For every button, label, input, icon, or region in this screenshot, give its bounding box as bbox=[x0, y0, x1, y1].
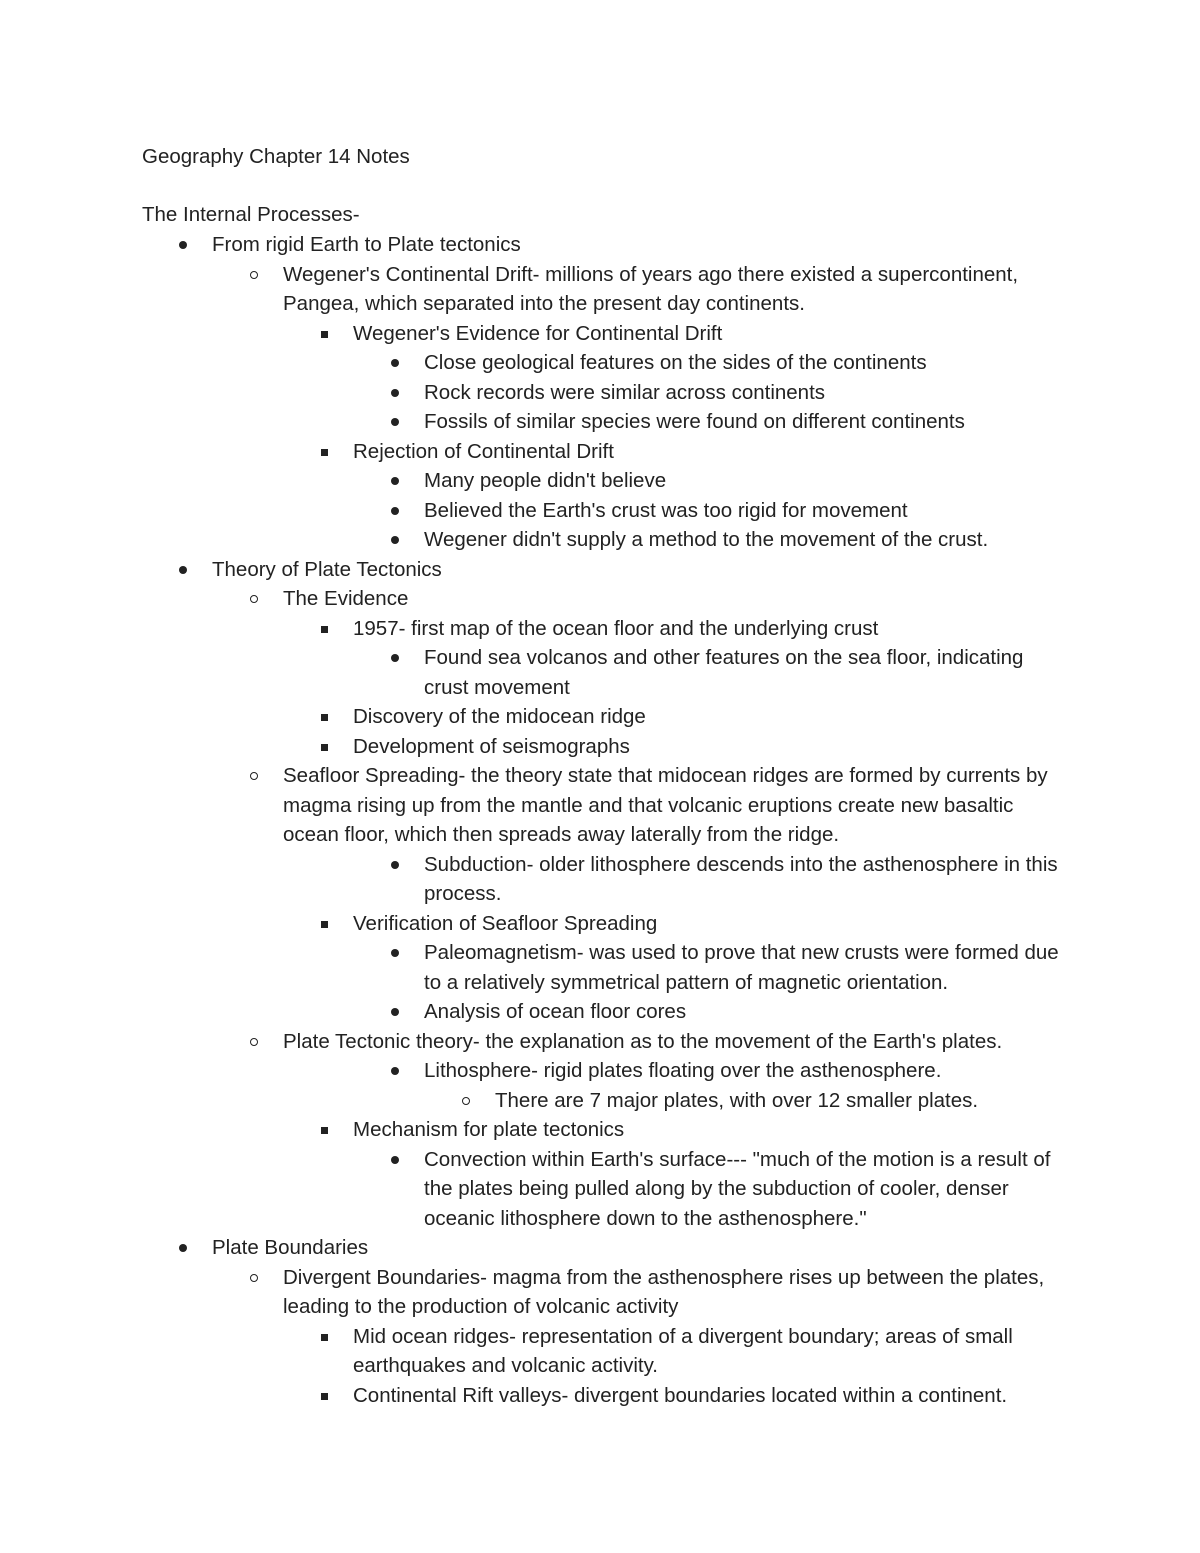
list-item bbox=[0, 1322, 1068, 1381]
list-item bbox=[0, 1145, 1069, 1234]
list-item bbox=[0, 437, 1068, 467]
list-item bbox=[0, 496, 1069, 526]
list-item bbox=[0, 850, 1069, 909]
disc-bullet-icon bbox=[389, 407, 403, 437]
list-item-text: Wegener didn't supply a method to the movement of the crust. bbox=[424, 528, 989, 551]
list-item-text: Mechanism for plate tectonics bbox=[353, 1118, 625, 1141]
list-item bbox=[0, 525, 1069, 555]
section-heading: The Internal Processes- bbox=[142, 203, 360, 226]
list-item bbox=[0, 348, 1069, 378]
list-item-text: Plate Tectonic theory- the explanation as to the movement of the Earth's plates. bbox=[283, 1029, 1003, 1053]
circle-bullet-icon bbox=[248, 260, 262, 290]
list-item-text: Rock records were similar across continents bbox=[424, 380, 826, 404]
list-item bbox=[0, 319, 1068, 349]
list-item-text: Development of seismographs bbox=[353, 734, 630, 758]
list-item bbox=[0, 614, 1068, 644]
list-item bbox=[0, 938, 1069, 997]
list-item-text: Seafloor Spreading- the theory state that midocean ridges are formed by currents by magma rising up from the mantle and that volcanic eruptions create new basaltic ocean floor, which then spreads away laterally from the ridge. bbox=[283, 764, 1048, 846]
list-item bbox=[0, 407, 1069, 437]
square-bullet-icon bbox=[318, 1381, 332, 1411]
list-item bbox=[0, 1027, 1068, 1057]
list-item bbox=[0, 466, 1069, 496]
list-item-text: Many people didn't believe bbox=[424, 469, 667, 492]
list-item-text: Wegener's Evidence for Continental Drift bbox=[353, 321, 723, 345]
list-item bbox=[0, 1233, 1072, 1263]
disc-bullet-icon bbox=[389, 378, 403, 408]
disc-bullet-icon bbox=[389, 525, 403, 555]
square-bullet-icon bbox=[318, 732, 332, 762]
disc-bullet-icon bbox=[389, 466, 403, 496]
list-item bbox=[0, 1056, 1069, 1086]
list-item bbox=[0, 1263, 1068, 1322]
disc-bullet-icon bbox=[389, 1145, 403, 1175]
list-item-text: Analysis of ocean floor cores bbox=[424, 1000, 687, 1023]
square-bullet-icon bbox=[318, 319, 332, 349]
disc-bullet-icon bbox=[177, 230, 191, 260]
list-item-text: Fossils of similar species were found on different continents bbox=[424, 410, 965, 433]
list-item bbox=[0, 909, 1068, 939]
list-item bbox=[0, 643, 1069, 702]
notes-outline bbox=[0, 230, 1200, 1410]
square-bullet-icon bbox=[318, 702, 332, 732]
list-item-text: Discovery of the midocean ridge bbox=[353, 705, 646, 728]
disc-bullet-icon bbox=[389, 496, 403, 526]
list-item-text: Mid ocean ridges- representation of a divergent boundary; areas of small earthquakes and volcanic activity. bbox=[353, 1324, 1013, 1377]
disc-bullet-icon bbox=[389, 643, 403, 673]
disc-bullet-icon bbox=[177, 555, 191, 585]
disc-bullet-icon bbox=[389, 850, 403, 880]
list-item-text: 1957- first map of the ocean floor and the underlying crust bbox=[353, 616, 879, 640]
list-item-text: Verification of Seafloor Spreading bbox=[353, 911, 658, 935]
list-item bbox=[0, 555, 1072, 585]
list-item bbox=[0, 997, 1069, 1027]
circle-bullet-icon bbox=[248, 1027, 262, 1057]
list-item bbox=[0, 702, 1068, 732]
list-item bbox=[0, 1115, 1068, 1145]
disc-bullet-icon bbox=[389, 348, 403, 378]
list-item-text: Believed the Earth's crust was too rigid for movement bbox=[424, 498, 908, 522]
list-item-text: Close geological features on the sides of the continents bbox=[424, 351, 927, 374]
list-item bbox=[0, 761, 1068, 850]
list-item-text: Found sea volcanos and other features on the sea floor, indicating crust movement bbox=[424, 646, 1024, 699]
square-bullet-icon bbox=[318, 614, 332, 644]
square-bullet-icon bbox=[318, 437, 332, 467]
list-item bbox=[0, 732, 1068, 762]
list-item-text: Paleomagnetism- was used to prove that new crusts were formed due to a relatively symmetrical pattern of magnetic orientation. bbox=[424, 941, 1059, 994]
circle-bullet-icon bbox=[248, 1263, 262, 1293]
circle-bullet-icon bbox=[460, 1086, 474, 1116]
list-item-text: Continental Rift valleys- divergent boundaries located within a continent. bbox=[353, 1383, 1008, 1407]
disc-bullet-icon bbox=[177, 1233, 191, 1263]
list-item-text: Divergent Boundaries- magma from the asthenosphere rises up between the plates, leading to the production of volcanic activity bbox=[283, 1265, 1045, 1318]
list-item bbox=[0, 1086, 1070, 1116]
square-bullet-icon bbox=[318, 909, 332, 939]
list-item-text: There are 7 major plates, with over 12 smaller plates. bbox=[495, 1088, 979, 1112]
circle-bullet-icon bbox=[248, 761, 262, 791]
list-item-text: Wegener's Continental Drift- millions of years ago there existed a supercontinent, Pangea, which separated into the present day continents. bbox=[283, 262, 1019, 315]
list-item-text: Theory of Plate Tectonics bbox=[212, 557, 442, 581]
square-bullet-icon bbox=[318, 1322, 332, 1352]
disc-bullet-icon bbox=[389, 997, 403, 1027]
circle-bullet-icon bbox=[248, 584, 262, 614]
list-item-text: Lithosphere- rigid plates floating over the asthenosphere. bbox=[424, 1059, 942, 1082]
disc-bullet-icon bbox=[389, 1056, 403, 1086]
list-item bbox=[0, 230, 1072, 260]
list-item bbox=[0, 260, 1068, 319]
disc-bullet-icon bbox=[389, 938, 403, 968]
list-item-text: Rejection of Continental Drift bbox=[353, 439, 614, 463]
square-bullet-icon bbox=[318, 1115, 332, 1145]
list-item-text: Plate Boundaries bbox=[212, 1236, 369, 1259]
list-item-text: From rigid Earth to Plate tectonics bbox=[212, 233, 521, 256]
list-item bbox=[0, 584, 1068, 614]
document-title: Geography Chapter 14 Notes bbox=[142, 145, 410, 168]
list-item bbox=[0, 1381, 1068, 1411]
list-item-text: Convection within Earth's surface--- "much of the motion is a result of the plates being pulled along by the subduction of cooler, denser oceanic lithosphere down to the asthenosphere." bbox=[424, 1147, 1051, 1230]
list-item-text: Subduction- older lithosphere descends into the asthenosphere in this process. bbox=[424, 852, 1058, 905]
list-item bbox=[0, 378, 1069, 408]
list-item-text: The Evidence bbox=[283, 587, 409, 610]
